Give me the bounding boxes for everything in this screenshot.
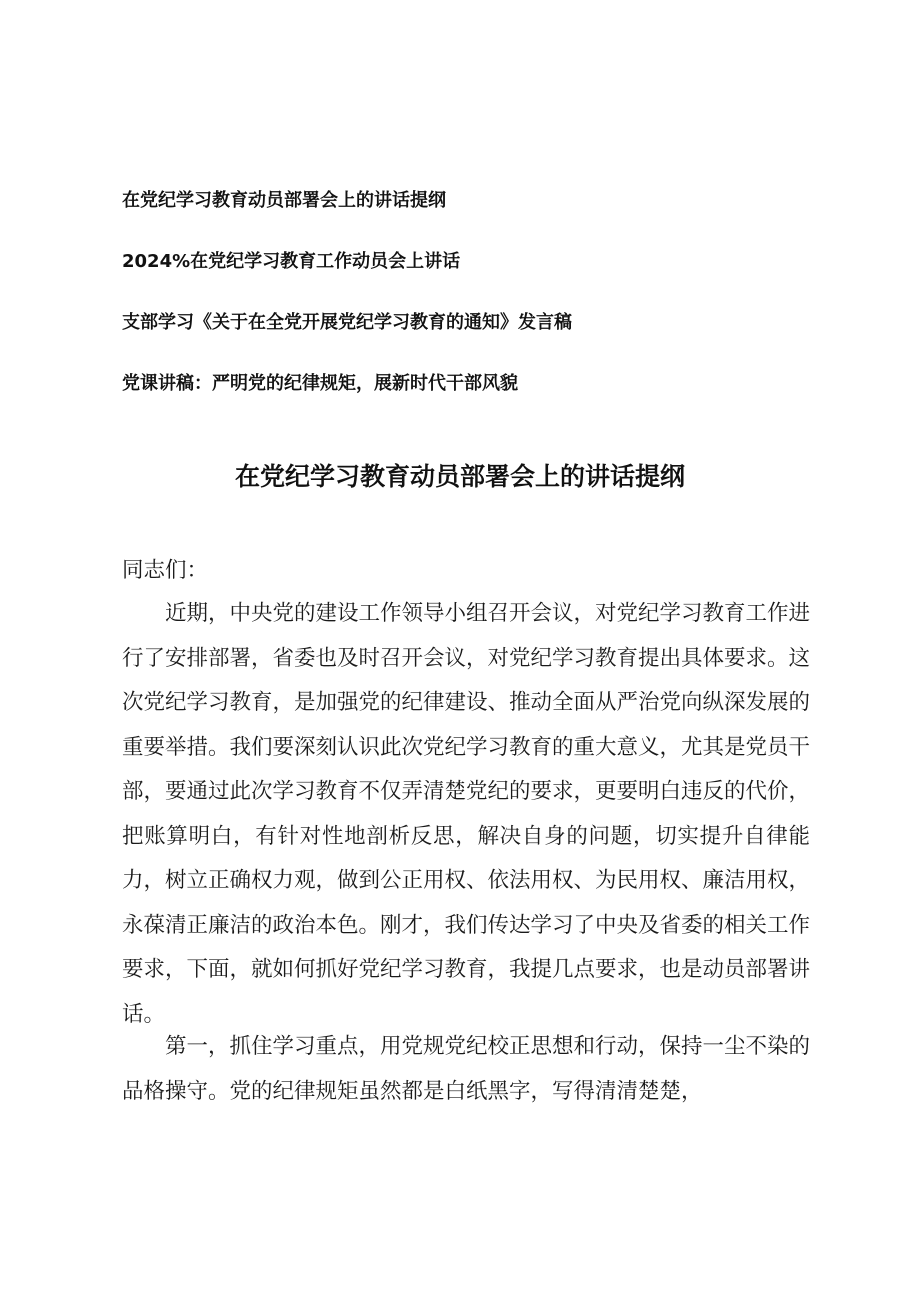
toc-item-1[interactable]: 在党纪学习教育动员部署会上的讲话提纲 — [122, 190, 446, 211]
salutation: 同志们： — [122, 558, 209, 583]
toc-item-4[interactable]: 党课讲稿：严明党的纪律规矩，展新时代干部风貌 — [122, 373, 518, 394]
body-paragraph-1: 近期，中央党的建设工作领导小组召开会议，对党纪学习教育工作进行了安排部署，省委也及时召开会议，对党纪学习教育提出具体要求。这次党纪学习教育，是加强党的纪律建设、推动全面从严治党向纵深发展的重要举措。我们要深刻认识此次党纪学习教育的重大意义，尤其是党员干部，要通过此次学习教育不仅弄清楚党纪的要求，更要明白违反的代价，把账算明白，有针对性地剖析反思，解决自身的问题，切实提升自律能力，树立正确权力观，做到公正用权、依法用权、为民用权、廉洁用权，永葆清正廉洁的政治本色。刚才，我们传达学习了中央及省委的相关工作要求，下面，就如何抓好党纪学习教育，我提几点要求，也是动员部署讲话。 — [122, 601, 811, 1027]
table-of-contents — [122, 186, 822, 430]
document-title: 在党纪学习教育动员部署会上的讲话提纲 — [234, 462, 685, 491]
body-paragraph-2: 第一，抓住学习重点，用党规党纪校正思想和行动，保持一尘不染的品格操守。党的纪律规矩虽然都是白纸黑字，写得清清楚楚， — [122, 1034, 811, 1104]
toc-item-2[interactable]: 2024%在党纪学习教育工作动员会上讲话 — [122, 251, 461, 272]
toc-item-3[interactable]: 支部学习《关于在全党开展党纪学习教育的通知》发言稿 — [122, 312, 572, 333]
